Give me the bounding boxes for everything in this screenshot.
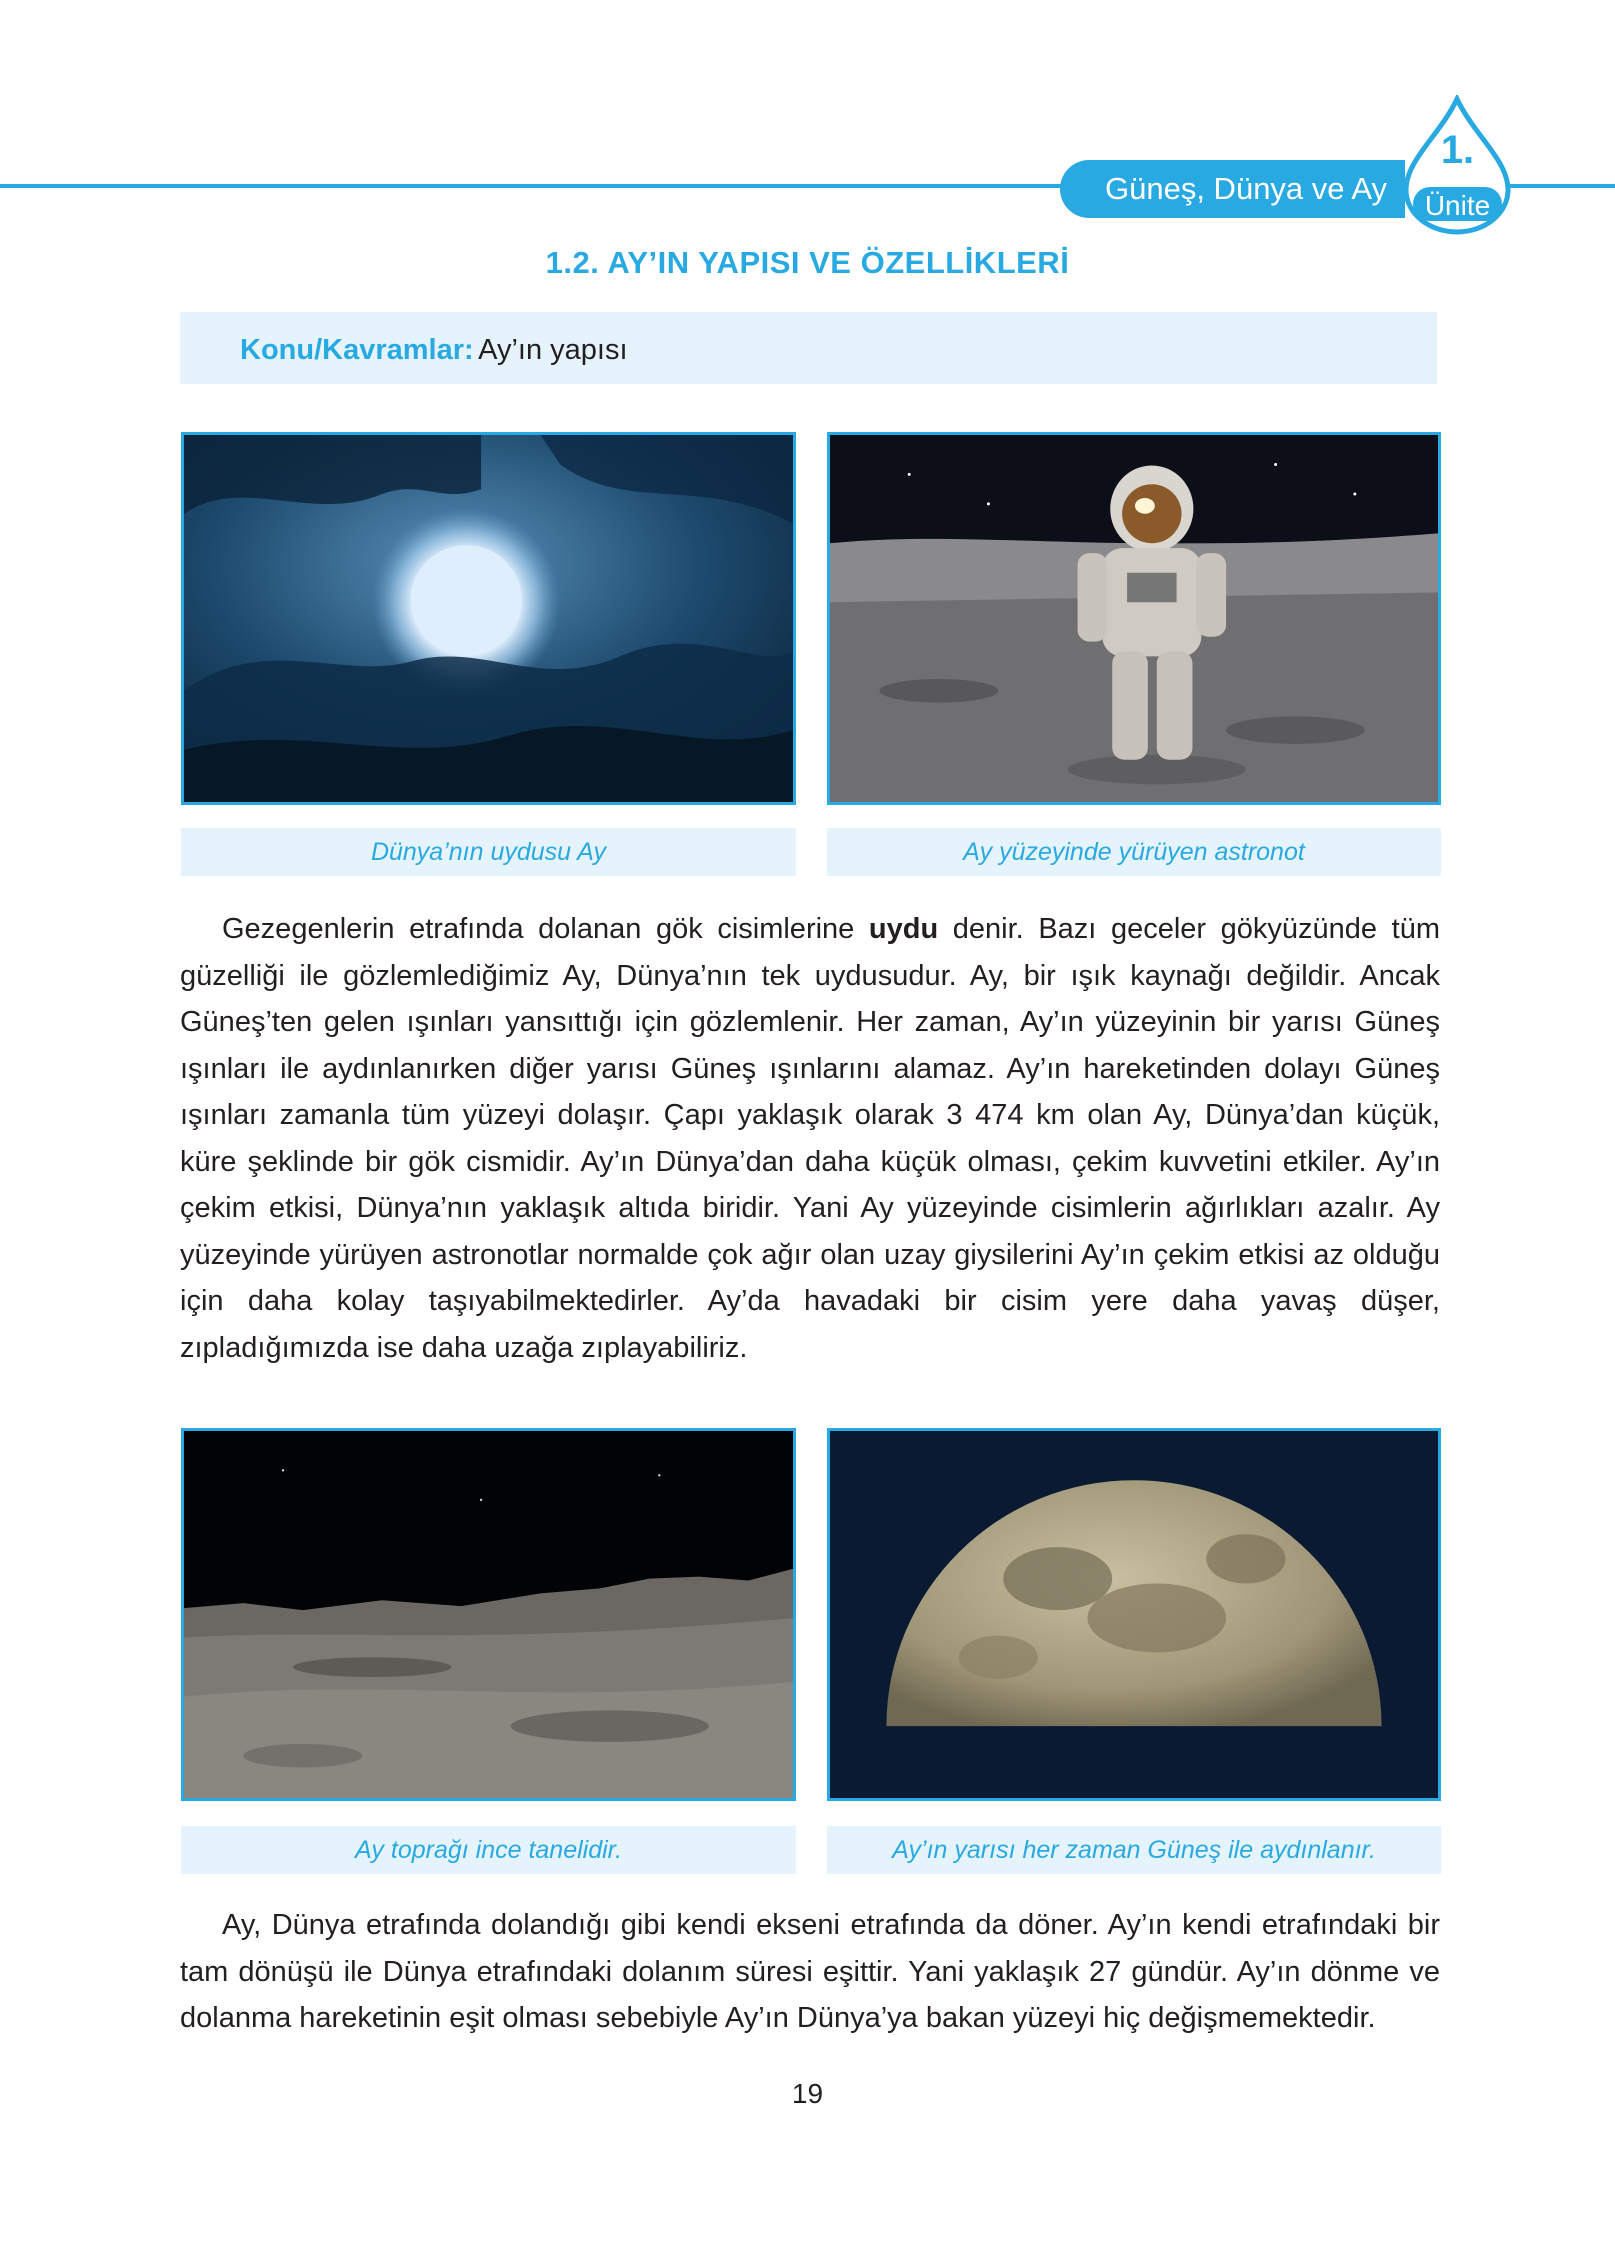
section-title: 1.2. AY’IN YAPISI VE ÖZELLİKLERİ [545, 245, 1070, 280]
body-paragraph [180, 1902, 1440, 2042]
paragraph-text: Gezegenlerin etrafında dolanan gök cisimlerine [222, 913, 869, 945]
lunar-surface-image [181, 1428, 796, 1801]
concepts-value: Ay’ın yapısı [478, 334, 628, 366]
chapter-title-tab: Güneş, Dünya ve Ay [1060, 160, 1405, 218]
astronaut-image [827, 432, 1441, 805]
figure-caption: Ay’ın yarısı her zaman Güneş ile aydınlanır. [827, 1826, 1441, 1874]
unit-label: Ünite [1424, 190, 1491, 221]
figure-caption: Ay yüzeyinde yürüyen astronot [827, 828, 1441, 876]
unit-number: 1. [1440, 128, 1475, 172]
concepts-label: Konu/Kavramlar: [240, 334, 474, 366]
figure-caption: Dünya’nın uydusu Ay [181, 828, 796, 876]
body-paragraph [180, 906, 1440, 1371]
figure-caption: Ay toprağı ince tanelidir. [181, 1826, 796, 1874]
full-moon-clouds-image [181, 432, 796, 805]
paragraph-text: denir. Bazı geceler gökyüzünde tüm güzelliği ile gözlemlediğimiz Ay, Dünya’nın tek uydusudur. Ay, bir ışık kaynağı değildir. Ancak Güneş’ten gelen ışınları yansıttığı için gözlemlenir. Her zaman, Ay’ın yüzeyinin bir yarısı Güneş ışınları ile aydınlanırken diğer yarısı Güneş ışınlarını alamaz. Ay’ın hareketinden dolayı Güneş ışınları zamanla tüm yüzeyi dolaşır. Çapı yaklaşık olarak 3 474 km olan Ay, Dünya’dan küçük, küre şeklinde bir gök cismidir. Ay’ın Dünya’dan daha küçük olması, çekim kuvvetini etkiler. Ay’ın çekim etkisi, Dünya’nın yaklaşık altıda biridir. Yani Ay yüzeyinde cisimlerin ağırlıkları azalır. Ay yüzeyinde yürüyen astronotlar normalde çok ağır olan uzay giysilerini Ay’ın çekim etkisi az olduğu için daha kolay taşıyabilmektedirler. Ay’da havadaki bir cisim yere daha yavaş düşer, zıpladığımızda ise daha uzağa zıplayabiliriz. [180, 913, 1440, 1364]
paragraph-text: Ay, Dünya etrafında dolandığı gibi kendi ekseni etrafında da döner. Ay’ın kendi etrafındaki bir tam dönüşü ile Dünya etrafındaki dolanım süresi eşittir. Yani yaklaşık 27 gündür. Ay’ın dönme ve dolanma hareketinin eşit olması sebebiyle Ay’ın Dünya’ya bakan yüzeyi hiç değişmemektedir. [180, 1909, 1440, 2034]
half-moon-image [827, 1428, 1441, 1801]
key-term: uydu [868, 913, 939, 945]
concepts-line [240, 334, 628, 367]
page-number: 19 [791, 2078, 824, 2109]
